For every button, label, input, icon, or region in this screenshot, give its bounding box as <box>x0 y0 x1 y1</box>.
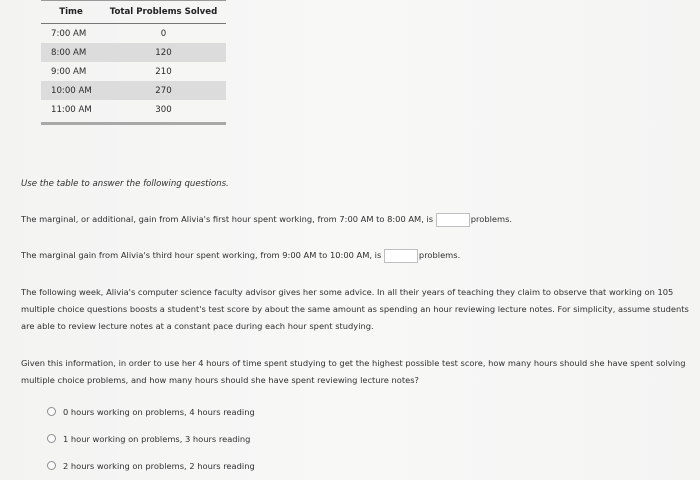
option-label: 1 hour working on problems, 3 hours reading <box>63 433 251 444</box>
option-label: 2 hours working on problems, 2 hours reading <box>63 460 255 471</box>
row-time: 9:00 AM <box>51 66 87 77</box>
instructions-text: Use the table to answer the following questions. <box>21 179 229 189</box>
table-row <box>41 43 226 62</box>
option-0-hours-problems[interactable] <box>47 398 255 425</box>
question-1-text: The marginal, or additional, gain from Alivia's first hour spent working, from 7:00 AM to 8:00 AM, is <box>21 214 434 224</box>
option-label: 0 hours working on problems, 4 hours reading <box>63 406 255 417</box>
question-1 <box>21 211 512 228</box>
table-bottom-rule <box>41 122 226 125</box>
option-2-hours-problems[interactable] <box>47 452 255 479</box>
question-2-answer-input[interactable] <box>384 249 418 263</box>
row-value: 210 <box>155 66 172 77</box>
radio-circle-icon[interactable] <box>47 407 56 416</box>
advisor-paragraph: The following week, Alivia's computer science faculty advisor gives her some advice. In all their years of teaching they claim to observe that working on 105 multiple choice questions boosts a student's test score by about the same amount as spending an hour reviewing lecture notes. For simplicity, assume students are able to review lecture notes at a constant pace during each hour spent studying. <box>21 287 689 331</box>
problems-table <box>41 0 226 125</box>
row-time: 7:00 AM <box>51 28 87 39</box>
row-value: 0 <box>160 28 167 39</box>
question-2-text: The marginal gain from Alivia's third hour spent working, from 9:00 AM to 10:00 AM, is <box>21 250 382 260</box>
header-total-problems: Total Problems Solved <box>101 1 226 24</box>
question-3-text: Given this information, in order to use her 4 hours of time spent studying to get the highest possible test score, how many hours should she have spent solving multiple choice problems, and how many hours should she have spent reviewing lecture notes? <box>21 358 686 385</box>
row-time: 8:00 AM <box>41 43 101 62</box>
row-value: 300 <box>155 104 172 115</box>
radio-circle-icon[interactable] <box>47 434 56 443</box>
question-2-unit: problems. <box>418 250 461 260</box>
row-value: 270 <box>101 81 226 100</box>
row-time: 11:00 AM <box>51 104 92 115</box>
table-header-row <box>41 1 226 24</box>
answer-options <box>47 398 255 479</box>
row-value: 120 <box>101 43 226 62</box>
data-table <box>41 1 226 119</box>
question-1-unit: problems. <box>470 214 513 224</box>
row-time: 10:00 AM <box>41 81 101 100</box>
table-row <box>41 24 226 44</box>
option-1-hour-problems[interactable] <box>47 425 255 452</box>
header-time: Time <box>41 1 101 24</box>
table-row <box>41 81 226 100</box>
table-row <box>41 62 226 81</box>
radio-circle-icon[interactable] <box>47 461 56 470</box>
table-row <box>41 100 226 119</box>
question-1-answer-input[interactable] <box>436 213 470 227</box>
question-2 <box>21 247 460 264</box>
